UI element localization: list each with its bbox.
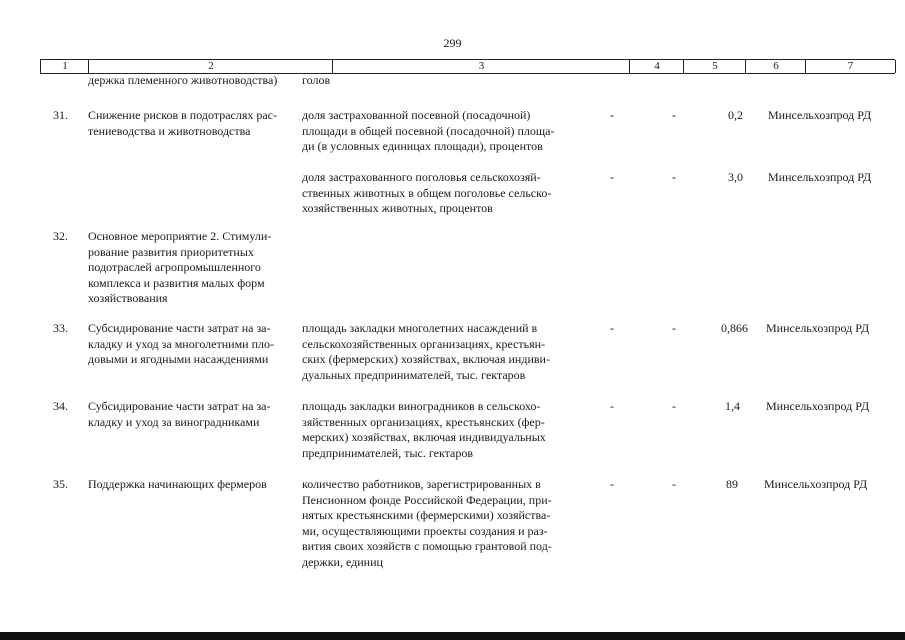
header-col-3: 3 [332,60,630,73]
measure-name: Поддержка начинающих фермеров [88,477,267,491]
measure-name: Снижение рисков в подотраслях рас- тениеводства и животноводства [88,108,277,138]
row-number: 32. [53,229,68,243]
table-header [40,59,895,74]
value-col-5: - [672,399,676,413]
continuation-name: держка племенного животноводства) [88,73,278,87]
row-number: 31. [53,108,68,122]
value-col-4: - [610,321,614,335]
header-col-6: 6 [745,60,806,73]
value-col-4: - [610,170,614,184]
target-value: 1,4 [725,399,740,413]
value-col-5: - [672,321,676,335]
header-col-2: 2 [88,60,333,73]
value-col-4: - [610,108,614,122]
measure-name: Субсидирование части затрат на за- кладку и уход за многолетними пло- довыми и ягодными насаждениями [88,321,275,366]
responsible-agency: Минсельхозпрод РД [766,321,870,335]
indicator-text: площадь закладки виноградников в сельскохо- зяйственных организациях, крестьянских (фер- мерских) хозяйствах, включая индивидуальных предпринимателей, тыс. гектаров [302,399,546,460]
indicator-text: количество работников, зарегистрированных в Пенсионном фонде Российской Федерации, при- нятых крестьянскими (фермерскими) хозяйства- ми, осуществляющими проекты создания и раз- вития своих хозяйств с помощью грантовой под- держки, единиц [302,477,552,569]
row-number: 35. [53,477,68,491]
value-col-5: - [672,170,676,184]
header-col-4: 4 [629,60,684,73]
value-col-5: - [672,477,676,491]
scan-edge [0,632,905,640]
row-number: 33. [53,321,68,335]
measure-name: Субсидирование части затрат на за- кладку и уход за виноградниками [88,399,271,429]
continuation-indicator: голов [302,73,331,87]
target-value: 0,2 [728,108,743,122]
indicator-text: доля застрахованного поголовья сельскохозяй- ственных животных в общем поголовье сельско- хозяйственных животных, процентов [302,170,552,215]
target-value: 3,0 [728,170,743,184]
responsible-agency: Минсельхозпрод РД [768,170,872,184]
target-value: 0,866 [721,321,748,335]
row-number: 34. [53,399,68,413]
responsible-agency: Минсельхозпрод РД [768,108,872,122]
measure-name: Основное мероприятие 2. Стимули- рование развития приоритетных подотраслей агропромышленного комплекса и развития малых форм хозяйствования [88,229,272,305]
header-col-1: 1 [40,60,89,73]
value-col-4: - [610,477,614,491]
page-number: 299 [443,36,462,50]
target-value: 89 [726,477,738,491]
value-col-4: - [610,399,614,413]
indicator-text: площадь закладки многолетних насаждений в сельскохозяйственных организациях, крестьян- ских (фермерских) хозяйствах, включая индиви- дуальных предпринимателей, тыс. гектаров [302,321,550,382]
indicator-text: доля застрахованной посевной (посадочной) площади в общей посевной (посадочной) площа- ди (в условных единицах площади), процентов [302,108,555,153]
responsible-agency: Минсельхозпрод РД [766,399,870,413]
responsible-agency: Минсельхозпрод РД [764,477,868,491]
header-col-5: 5 [683,60,746,73]
header-col-7: 7 [805,60,896,73]
value-col-5: - [672,108,676,122]
